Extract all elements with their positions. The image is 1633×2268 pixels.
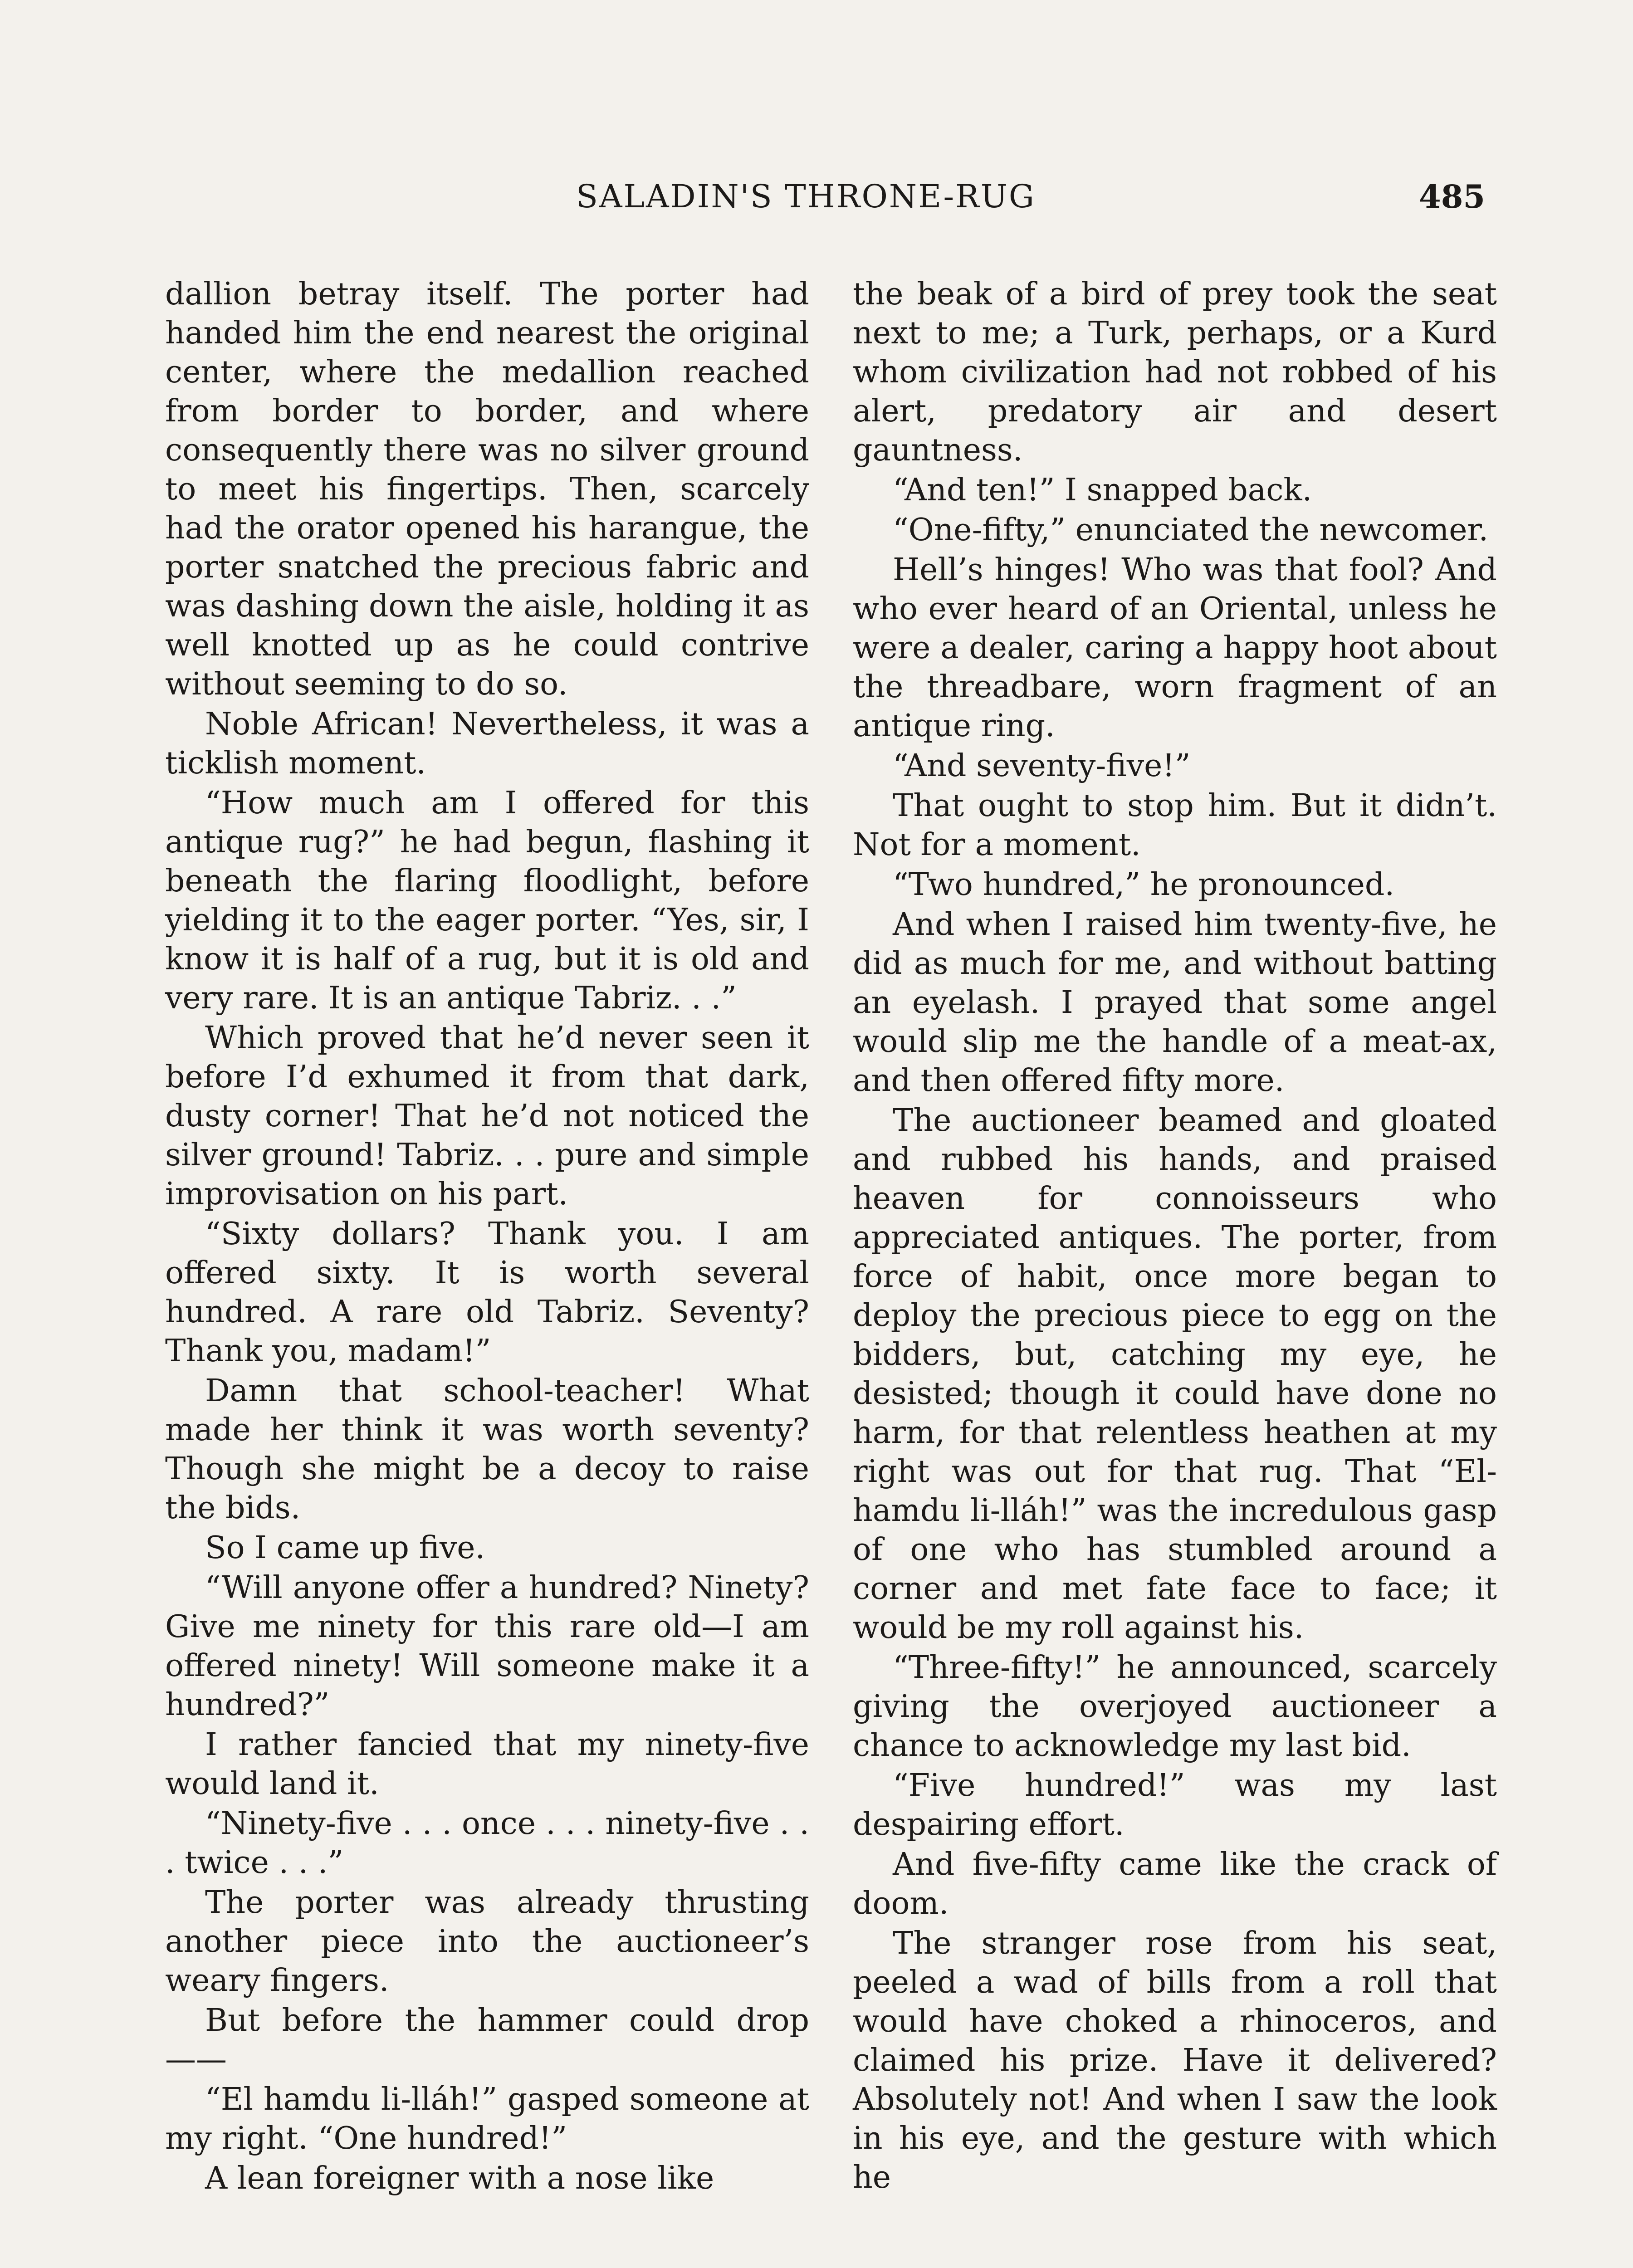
paragraph: “Two hundred,” he pronounced. bbox=[893, 867, 1395, 903]
running-title: SALADIN'S THRONE-RUG bbox=[576, 178, 1036, 215]
paragraph: Hell’s hinges! Who was that fool? And who ever heard of an Oriental, unless he were a dealer, caring a happy hoot about the threadbare, worn fragment of an antique ring. bbox=[853, 552, 1497, 744]
paragraph: “Sixty dollars? Thank you. I am offered sixty. It is worth several hundred. A rare old Tabriz. Seventy? Thank you, madam!” bbox=[165, 1216, 809, 1369]
paragraph: The stranger rose from his seat, peeled a wad of bills from a roll that would have choked a rhinoceros, and claimed his prize. Have it delivered? Absolutely not! And when I saw the look in his eye, and the gesture with which he bbox=[853, 1926, 1497, 2195]
paragraph: “Three-fifty!” he announced, scarcely giving the overjoyed auctioneer a chance to acknowledge my last bid. bbox=[853, 1650, 1497, 1764]
paragraph: The auctioneer beamed and gloated and rubbed his hands, and praised heaven for connoisseurs who appreciated antiques. The porter, from force of habit, once more began to deploy the precious piece to egg on the bidders, but, catching my eye, he desisted; though it could have done no harm, for that relentless heathen at my right was out for that rug. That “El-hamdu li-lláh!” was the incredulous gasp of one who has stumbled around a corner and met fate face to face; it would be my roll against his. bbox=[853, 1103, 1497, 1646]
paragraph: Noble African! Nevertheless, it was a ticklish moment. bbox=[165, 706, 809, 781]
paragraph: “Five hundred!” was my last despairing effort. bbox=[853, 1768, 1497, 1843]
paragraph: dallion betray itself. The porter had handed him the end nearest the original center, where the medallion reached from border to border, and where consequently there was no silver ground to meet his fingertips. Then, scarcely had the orator opened his harangue, the porter snatched the precious fabric and was dashing down the aisle, holding it as well knotted up as he could contrive without seeming to do so. bbox=[165, 276, 809, 702]
right-column bbox=[853, 275, 1497, 2198]
paragraph: That ought to stop him. But it didn’t. Not for a moment. bbox=[853, 788, 1497, 863]
paragraph: “How much am I offered for this antique rug?” he had begun, flashing it beneath the flaring floodlight, before yielding it to the eager porter. “Yes, sir, I know it is half of a rug, but it is old and very rare. It is an antique Tabriz. . .” bbox=[165, 785, 809, 1016]
paragraph: And when I raised him twenty-five, he did as much for me, and without batting an eyelash. I prayed that some angel would slip me the handle of a meat-ax, and then offered fifty more. bbox=[853, 907, 1497, 1099]
paragraph: And five-fifty came like the crack of doom. bbox=[853, 1847, 1497, 1921]
paragraph: So I came up five. bbox=[205, 1530, 485, 1566]
paragraph: “El hamdu li-lláh!” gasped someone at my right. “One hundred!” bbox=[165, 2082, 809, 2156]
paragraph: “One-fifty,” enunciated the newcomer. bbox=[893, 512, 1489, 548]
paragraph: But before the hammer could drop—— bbox=[165, 2003, 809, 2077]
paragraph: “Ninety-five . . . once . . . ninety-five . . . twice . . .” bbox=[165, 1806, 809, 1881]
paragraph: the beak of a bird of prey took the seat next to me; a Turk, perhaps, or a Kurd whom civilization had not robbed of his alert, predatory air and desert gauntness. bbox=[853, 276, 1497, 468]
left-column bbox=[165, 275, 809, 2199]
paragraph: The porter was already thrusting another piece into the auctioneer’s weary fingers. bbox=[165, 1885, 809, 1999]
paragraph: “And seventy-five!” bbox=[893, 748, 1191, 784]
paragraph: Which proved that he’d never seen it before I’d exhumed it from that dark, dusty corner! That he’d not noticed the silver ground! Tabriz. . . pure and simple improvisation on his part. bbox=[165, 1020, 809, 1212]
paragraph: “Will anyone offer a hundred? Ninety? Give me ninety for this rare old—I am offered ninety! Will someone make it a hundred?” bbox=[165, 1570, 809, 1723]
page-number: 485 bbox=[1419, 178, 1486, 215]
paragraph: Damn that school-teacher! What made her think it was worth seventy? Though she might be a decoy to raise the bids. bbox=[165, 1373, 809, 1526]
paragraph: I rather fancied that my ninety-five would land it. bbox=[165, 1727, 809, 1802]
paragraph: A lean foreigner with a nose like bbox=[205, 2160, 714, 2196]
running-header bbox=[0, 178, 1633, 219]
paragraph: “And ten!” I snapped back. bbox=[893, 472, 1312, 508]
